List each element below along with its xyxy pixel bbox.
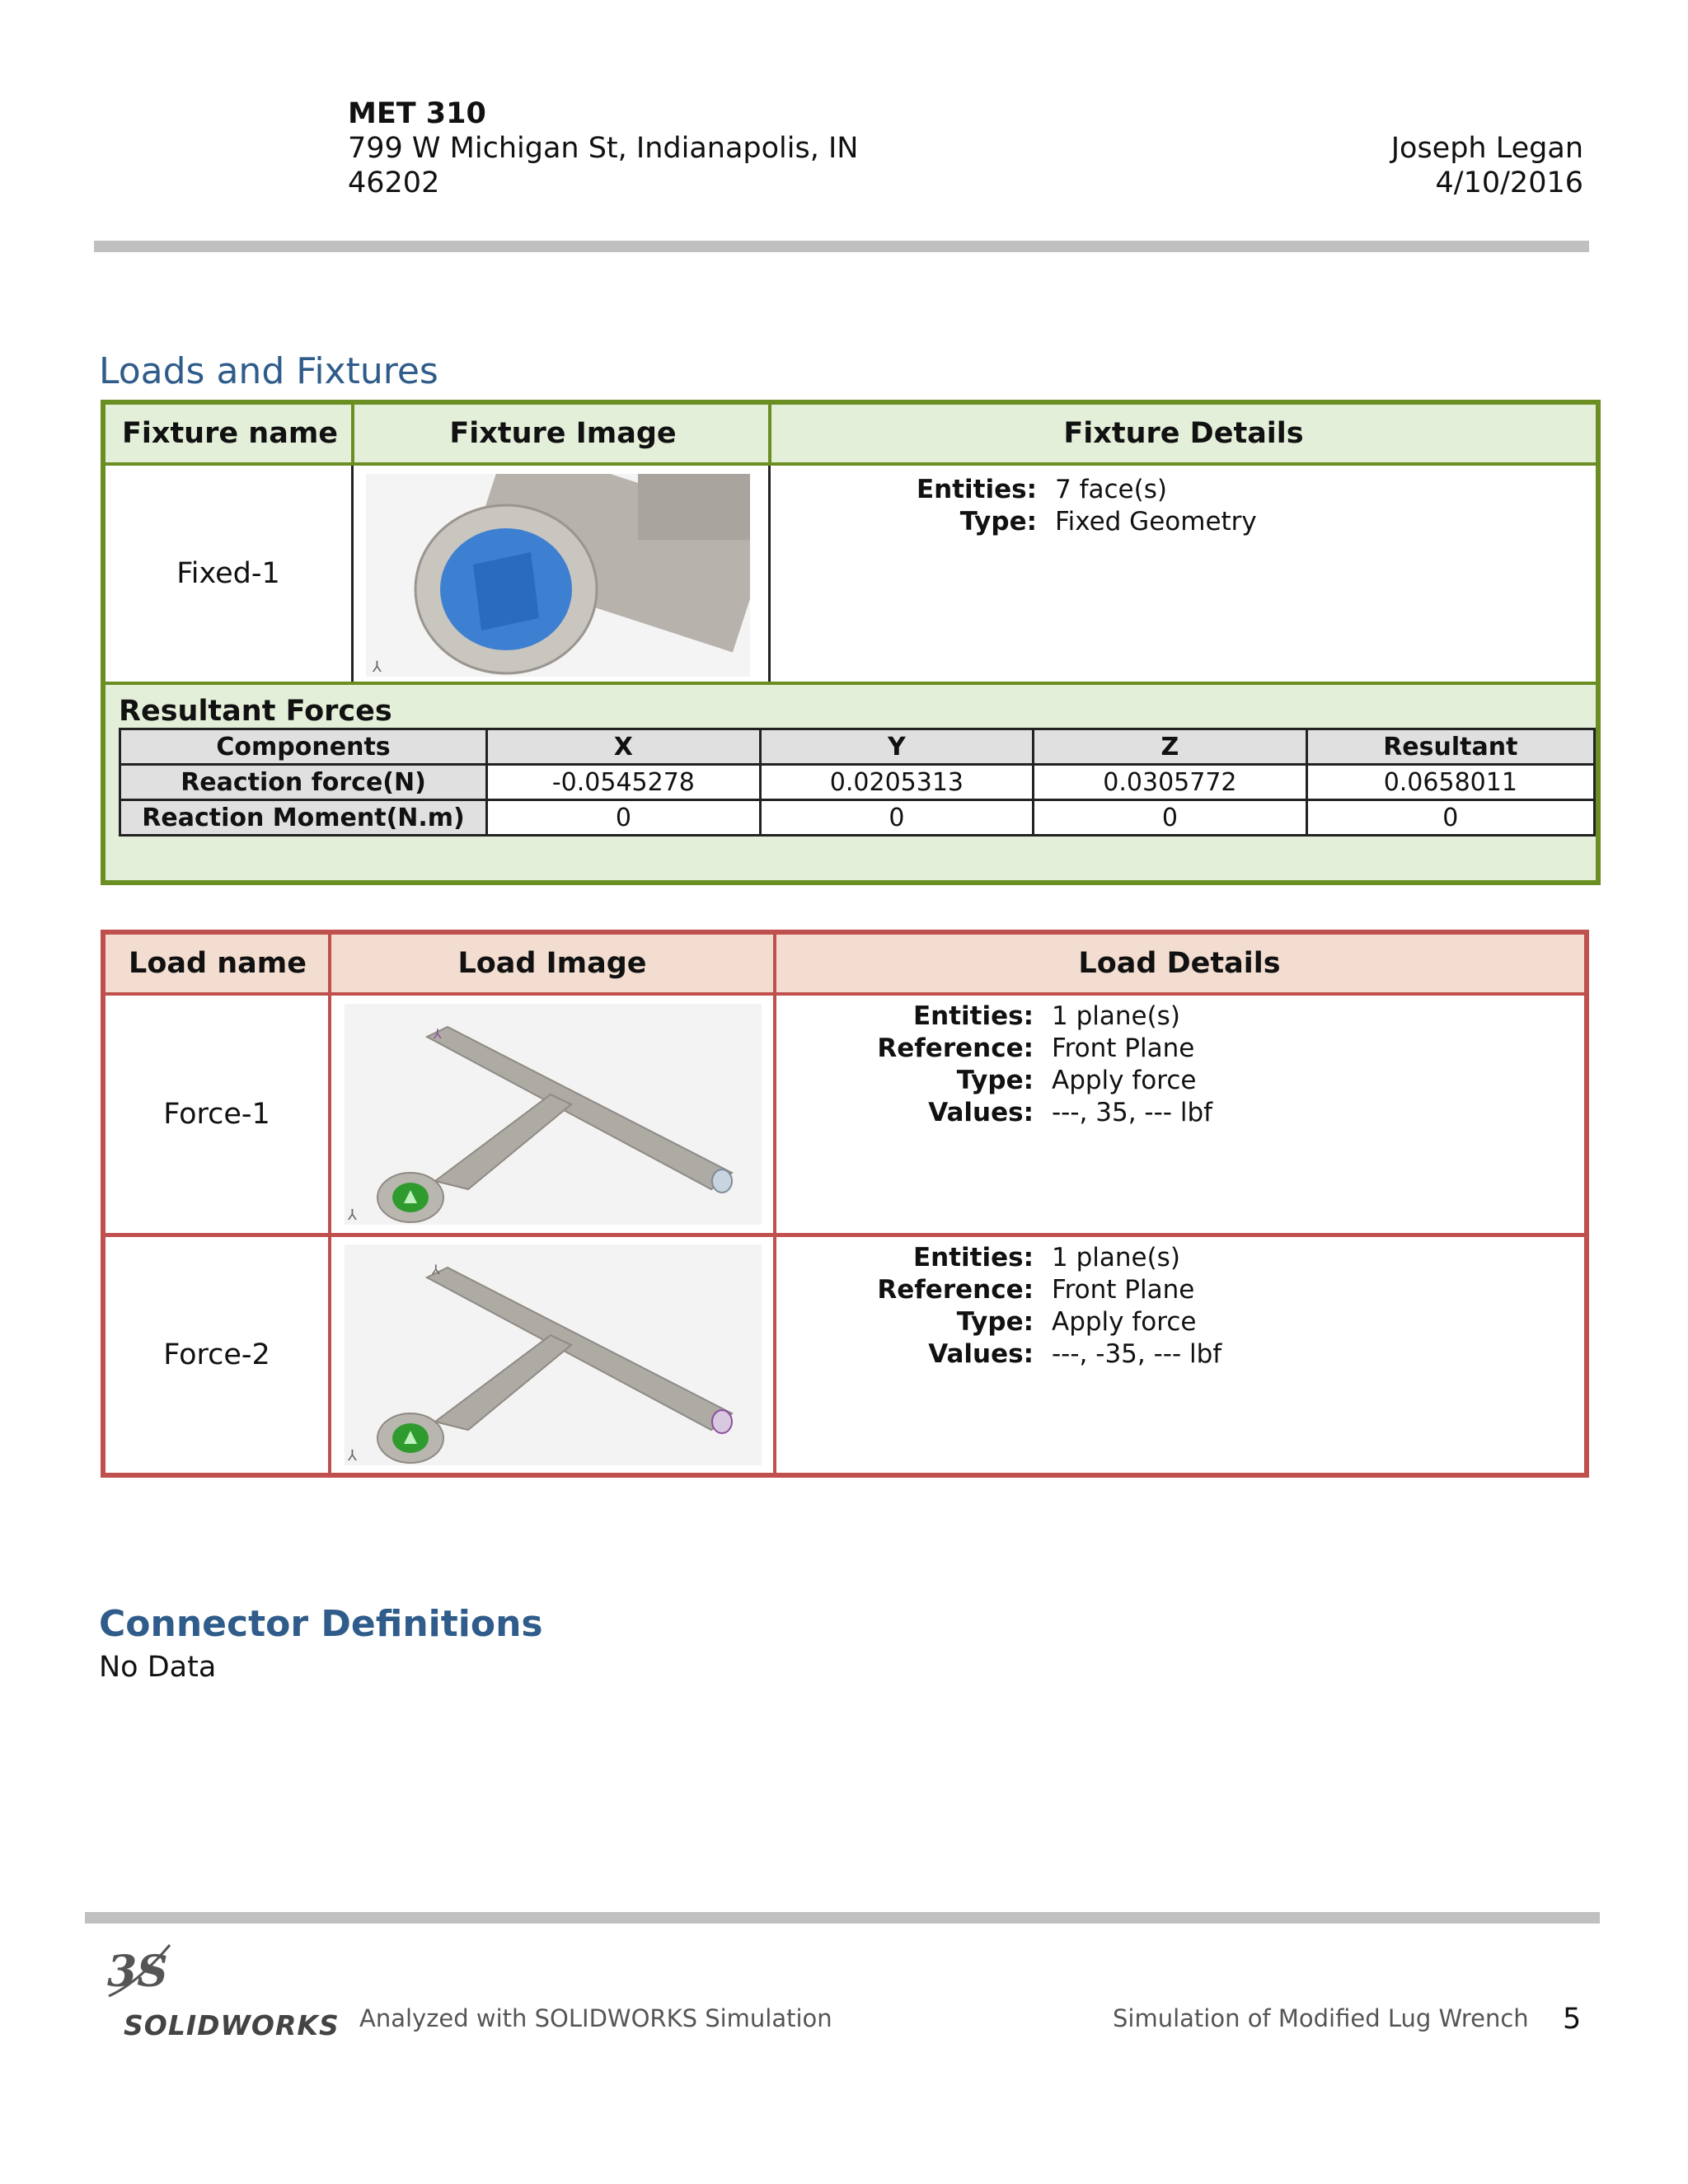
svg-text:⅄: ⅄: [348, 1447, 357, 1465]
resultant-forces-panel: [106, 682, 1596, 880]
fixture-header-divider: [768, 405, 771, 466]
fixture-details: [847, 474, 1573, 538]
load-detail-key: Values:: [928, 1098, 1034, 1127]
load-detail-value: Apply force: [1052, 1066, 1197, 1095]
table-header-row: [120, 729, 1595, 765]
column-header: Y: [760, 729, 1033, 765]
cell-y: 0.0205313: [760, 765, 1033, 800]
column-header: Components: [120, 729, 487, 765]
solidworks-logo-icon: [104, 1938, 178, 2004]
section-title-loads-fixtures: Loads and Fixtures: [99, 350, 438, 392]
cell-x: 0: [487, 800, 761, 836]
header-org: MET 310: [348, 97, 486, 130]
load-name: Force-1: [163, 1098, 270, 1131]
fixture-header-name: Fixture name: [106, 405, 354, 466]
svg-text:⅄: ⅄: [434, 1026, 442, 1042]
load-table: [101, 930, 1589, 1478]
fixture-detail-key: Entities:: [916, 475, 1037, 504]
svg-text:⅄: ⅄: [348, 1207, 357, 1224]
cell-x: -0.0545278: [487, 765, 761, 800]
load-detail-value: ---, 35, --- lbf: [1052, 1098, 1213, 1127]
load-column-divider: [328, 935, 331, 1473]
svg-text:3S: 3S: [107, 1947, 168, 1997]
svg-text:⅄: ⅄: [373, 658, 382, 676]
fixture-cell-divider: [351, 466, 354, 682]
fixture-header-image: Fixture Image: [354, 405, 771, 466]
lug-wrench-image: [345, 1244, 762, 1465]
fixture-cell-divider: [768, 466, 771, 682]
svg-text:⅄: ⅄: [432, 1262, 440, 1277]
load-detail-key: Values:: [928, 1339, 1034, 1369]
column-header: Z: [1034, 729, 1306, 765]
fixture-detail-value: Fixed Geometry: [1055, 507, 1257, 537]
header-divider: [94, 241, 1589, 252]
resultant-forces-title: Resultant Forces: [119, 695, 392, 728]
fixture-detail-value: 7 face(s): [1055, 475, 1167, 504]
page-number: 5: [1563, 2003, 1582, 2036]
load-detail-key: Entities:: [912, 1001, 1034, 1031]
resultant-forces-table: [119, 728, 1596, 837]
row-label: Reaction force(N): [120, 765, 487, 800]
load-header-details: Load Details: [775, 935, 1584, 996]
cell-resultant: 0.0658011: [1306, 765, 1594, 800]
column-header: Resultant: [1306, 729, 1594, 765]
load-detail-value: Apply force: [1052, 1307, 1197, 1337]
load-detail-value: 1 plane(s): [1052, 1243, 1180, 1272]
load-detail-value: Front Plane: [1052, 1275, 1195, 1305]
load-header-image: Load Image: [330, 935, 775, 996]
connector-definitions-body: No Data: [99, 1651, 217, 1684]
fixture-detail-key: Type:: [959, 507, 1037, 537]
header-date: 4/10/2016: [1435, 166, 1583, 199]
load-detail-key: Type:: [956, 1307, 1034, 1337]
load-detail-key: Reference:: [877, 1033, 1034, 1063]
header-address-line2: 46202: [348, 166, 440, 199]
load-detail-key: Reference:: [877, 1275, 1034, 1305]
load-details: [839, 1001, 1564, 1129]
footer-analyzed-with: Analyzed with SOLIDWORKS Simulation: [359, 2004, 832, 2032]
load-detail-key: Entities:: [912, 1243, 1034, 1272]
cell-y: 0: [760, 800, 1033, 836]
section-title-connector-definitions: Connector Definitions: [99, 1603, 543, 1645]
load-detail-value: 1 plane(s): [1052, 1001, 1180, 1031]
fixture-pipe-end-image: [366, 474, 750, 677]
footer-divider: [85, 1912, 1600, 1924]
load-details: [839, 1242, 1564, 1371]
fixture-name: Fixed-1: [176, 557, 280, 590]
header-author: Joseph Legan: [1390, 132, 1583, 165]
load-name: Force-2: [163, 1338, 270, 1371]
cell-z: 0.0305772: [1034, 765, 1306, 800]
fixture-table: [101, 400, 1601, 885]
table-row: [120, 765, 1595, 800]
row-label: Reaction Moment(N.m): [120, 800, 487, 836]
load-detail-value: Front Plane: [1052, 1033, 1195, 1063]
load-column-divider: [773, 935, 776, 1473]
fixture-header-details: Fixture Details: [771, 405, 1596, 466]
load-header-name: Load name: [106, 935, 330, 996]
column-header: X: [487, 729, 761, 765]
load-detail-key: Type:: [956, 1066, 1034, 1095]
cell-resultant: 0: [1306, 800, 1594, 836]
header-address-line1: 799 W Michigan St, Indianapolis, IN: [348, 132, 859, 165]
fixture-header-divider: [351, 405, 354, 466]
lug-wrench-image: [345, 1004, 762, 1225]
table-row: [120, 800, 1595, 836]
solidworks-logo-text: SOLIDWORKS: [124, 2009, 340, 2041]
load-detail-value: ---, -35, --- lbf: [1052, 1339, 1222, 1369]
footer-document-title: Simulation of Modified Lug Wrench: [1113, 2004, 1529, 2032]
cell-z: 0: [1034, 800, 1306, 836]
